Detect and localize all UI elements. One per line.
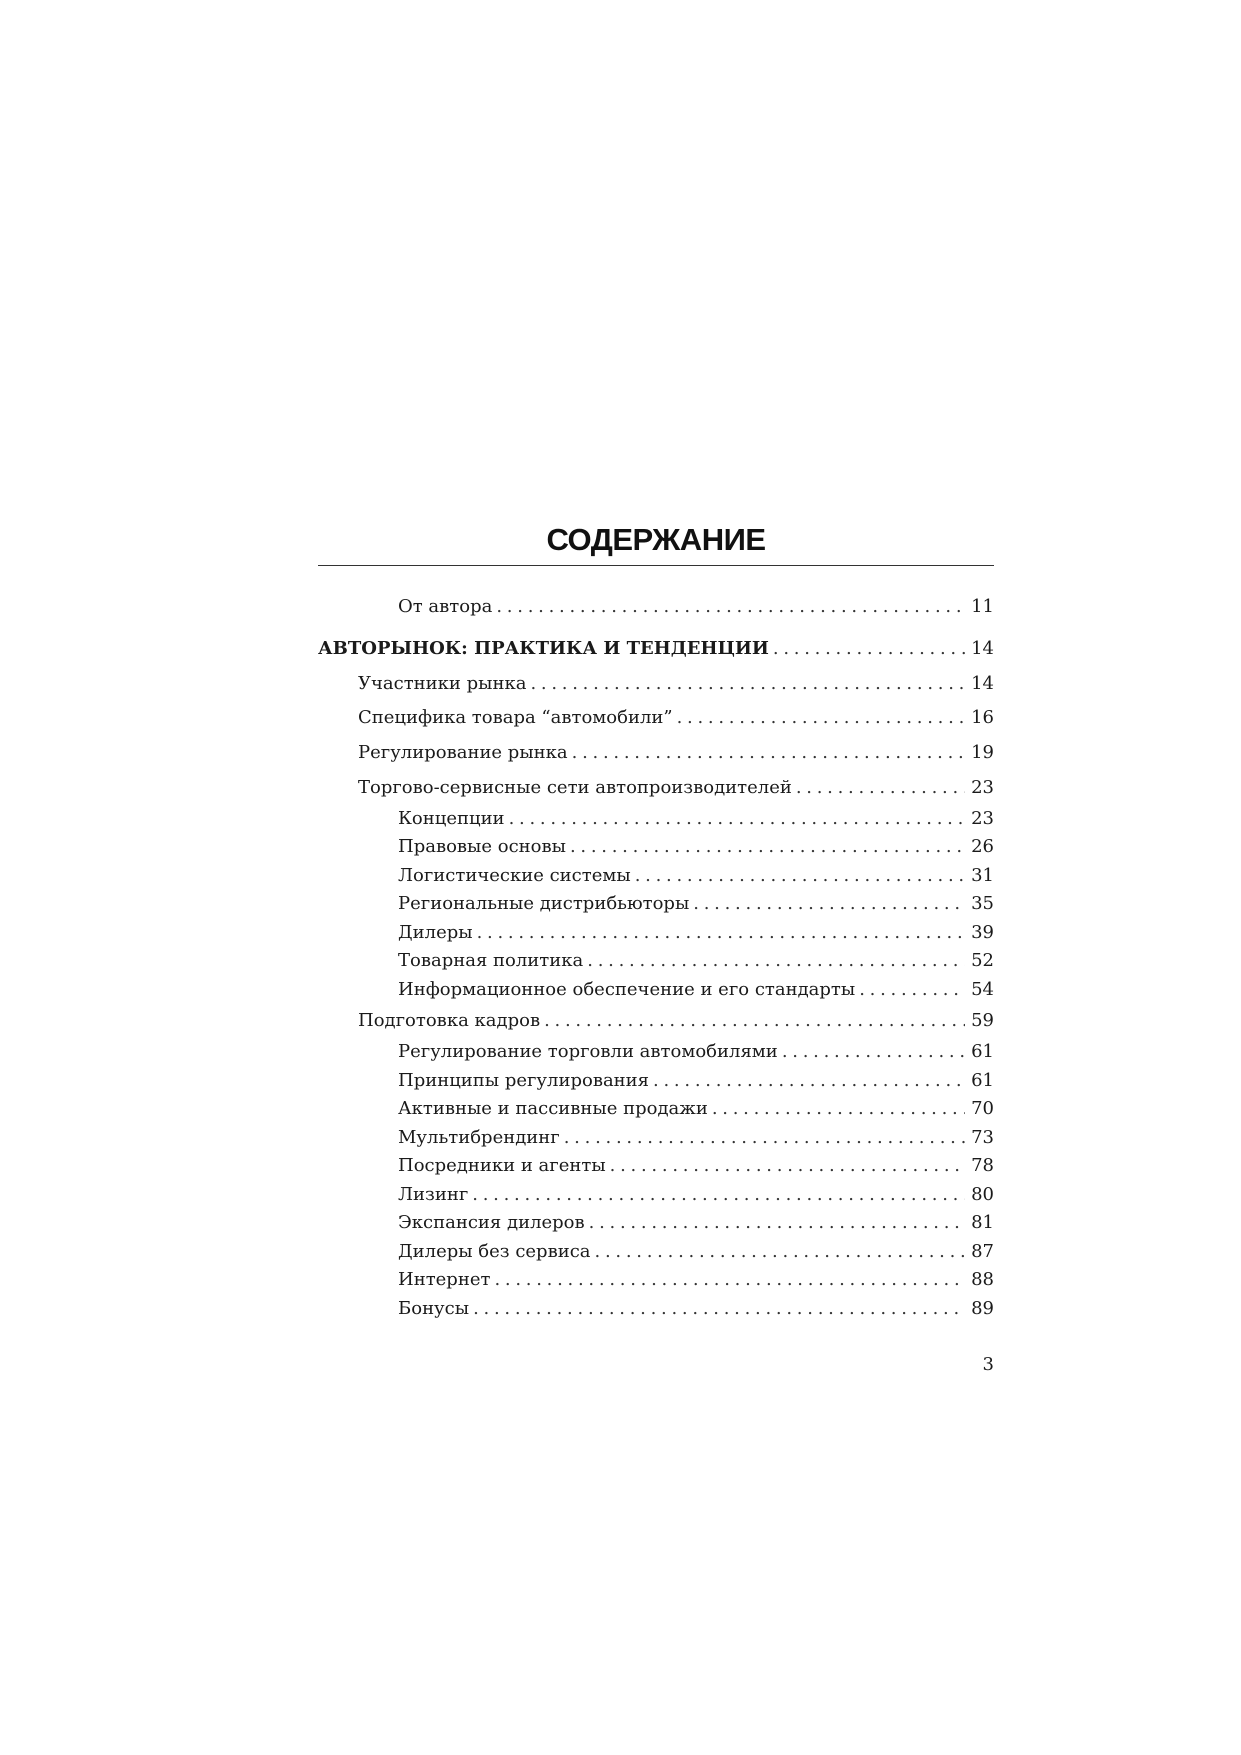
toc-entry xyxy=(318,637,994,661)
toc-dot-leader xyxy=(570,835,965,859)
toc-dot-leader xyxy=(782,1040,965,1064)
toc-entry-title: Логистические системы xyxy=(398,865,631,886)
toc-entry-page: 26 xyxy=(971,836,994,857)
toc-entry-title: Правовые основы xyxy=(398,836,566,857)
toc-dot-leader xyxy=(610,1154,965,1178)
toc-entry-title: Концепции xyxy=(398,808,505,829)
toc-entry-page: 59 xyxy=(971,1010,994,1031)
toc-entry-page: 14 xyxy=(971,673,994,694)
toc-entry-page: 35 xyxy=(971,893,994,914)
toc-entry xyxy=(318,1211,994,1235)
toc-entry-page: 78 xyxy=(971,1155,994,1176)
toc-dot-leader xyxy=(494,1268,965,1292)
toc-entry-title: Интернет xyxy=(398,1269,491,1290)
toc-entry xyxy=(318,1126,994,1150)
toc-entry-title: Регулирование торговли автомобилями xyxy=(398,1041,778,1062)
page-number: 3 xyxy=(982,1354,994,1375)
toc-dot-leader xyxy=(477,921,966,945)
toc-dot-leader xyxy=(544,1009,965,1033)
toc-entry-page: 23 xyxy=(971,808,994,829)
toc-entry-title: Товарная политика xyxy=(398,950,584,971)
toc-dot-leader xyxy=(587,949,965,973)
toc-entry-title: Лизинг xyxy=(398,1184,469,1205)
toc-entry xyxy=(318,595,994,619)
toc-entry xyxy=(318,1009,994,1033)
toc-entry-title: Специфика товара “автомобили” xyxy=(358,707,673,728)
toc-entry xyxy=(318,892,994,916)
toc-dot-leader xyxy=(677,706,966,730)
toc-dot-leader xyxy=(589,1211,965,1235)
toc-entry-page: 52 xyxy=(971,950,994,971)
toc-entry-title: Экспансия дилеров xyxy=(398,1212,585,1233)
toc-entry xyxy=(318,1240,994,1264)
toc-entry xyxy=(318,1297,994,1321)
toc-entry-page: 19 xyxy=(971,742,994,763)
toc-entry-title: АВТОРЫНОК: ПРАКТИКА И ТЕНДЕНЦИИ xyxy=(318,638,769,659)
toc-entry-page: 39 xyxy=(971,922,994,943)
toc-entry-title: Принципы регулирования xyxy=(398,1070,650,1091)
toc-entry-title: Мультибрендинг xyxy=(398,1127,560,1148)
toc-dot-leader xyxy=(496,595,965,619)
toc-entry xyxy=(318,741,994,765)
toc-dot-leader xyxy=(509,807,966,831)
toc-entry-title: Активные и пассивные продажи xyxy=(398,1098,708,1119)
toc-dot-leader xyxy=(653,1069,965,1093)
toc-dot-leader xyxy=(693,892,965,916)
toc-dot-leader xyxy=(712,1097,965,1121)
page-title: СОДЕРЖАНИЕ xyxy=(546,522,766,557)
toc-entry xyxy=(318,864,994,888)
toc-dot-leader xyxy=(635,864,965,888)
toc-dot-leader xyxy=(472,1183,965,1207)
toc-entry-title: Информационное обеспечение и его стандарты xyxy=(398,979,856,1000)
toc-entry-title: Участники рынка xyxy=(358,673,527,694)
toc-entry-page: 14 xyxy=(971,638,994,659)
toc-entry-page: 61 xyxy=(971,1070,994,1091)
toc-entry-page: 23 xyxy=(971,777,994,798)
toc-entry-page: 89 xyxy=(971,1298,994,1319)
toc-entry-page: 16 xyxy=(971,707,994,728)
toc-dot-leader xyxy=(773,637,965,661)
toc-entry xyxy=(318,1183,994,1207)
toc-entry xyxy=(318,835,994,859)
toc-entry xyxy=(318,1154,994,1178)
toc-entry-page: 70 xyxy=(971,1098,994,1119)
toc-dot-leader xyxy=(859,978,965,1002)
toc-entry-title: Бонусы xyxy=(398,1298,470,1319)
toc-entry xyxy=(318,978,994,1002)
toc-entry-page: 11 xyxy=(971,596,994,617)
toc-entry-page: 54 xyxy=(971,979,994,1000)
toc-entry-page: 80 xyxy=(971,1184,994,1205)
toc-entry xyxy=(318,776,994,800)
toc-entry-page: 88 xyxy=(971,1269,994,1290)
toc-dot-leader xyxy=(595,1240,966,1264)
toc-entry-page: 87 xyxy=(971,1241,994,1262)
toc-entry xyxy=(318,807,994,831)
toc-entry xyxy=(318,1069,994,1093)
toc-entry-title: Торгово-сервисные сети автопроизводителей xyxy=(358,777,792,798)
toc-entry-page: 73 xyxy=(971,1127,994,1148)
toc-entry xyxy=(318,1040,994,1064)
toc-entry-page: 81 xyxy=(971,1212,994,1233)
toc-dot-leader xyxy=(530,672,965,696)
table-of-contents xyxy=(318,0,994,1755)
toc-entry xyxy=(318,949,994,973)
toc-entry xyxy=(318,1097,994,1121)
toc-entry-title: Дилеры xyxy=(398,922,473,943)
toc-entry-page: 61 xyxy=(971,1041,994,1062)
toc-entry xyxy=(318,921,994,945)
toc-entry-title: Дилеры без сервиса xyxy=(398,1241,591,1262)
toc-entry-title: Региональные дистрибьюторы xyxy=(398,893,690,914)
toc-entry xyxy=(318,672,994,696)
toc-dot-leader xyxy=(796,776,965,800)
toc-entry-title: От автора xyxy=(398,596,493,617)
toc-dot-leader xyxy=(572,741,965,765)
toc-dot-leader xyxy=(473,1297,965,1321)
toc-entry-page: 31 xyxy=(971,865,994,886)
toc-entry xyxy=(318,706,994,730)
toc-entry-title: Регулирование рынка xyxy=(358,742,568,763)
toc-entry-title: Подготовка кадров xyxy=(358,1010,541,1031)
toc-dot-leader xyxy=(564,1126,965,1150)
toc-entry-title: Посредники и агенты xyxy=(398,1155,606,1176)
toc-entry xyxy=(318,1268,994,1292)
